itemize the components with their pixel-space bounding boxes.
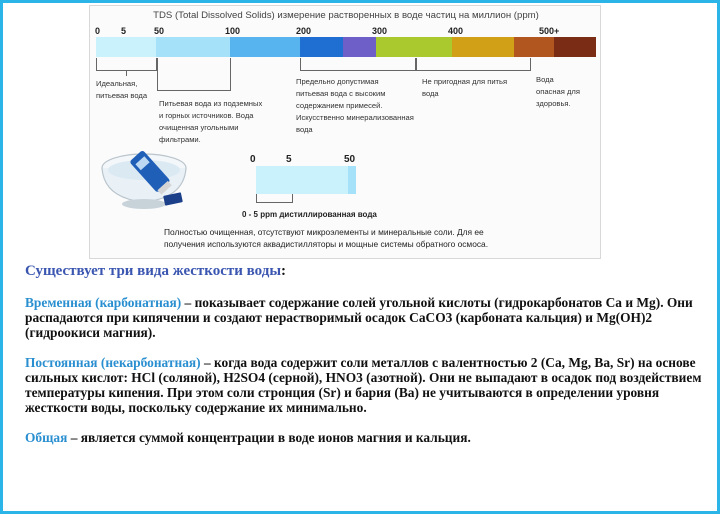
paragraph-permanent [25, 355, 705, 415]
paragraph-temporary [25, 295, 705, 340]
connector [416, 70, 531, 71]
scale-segment-200-250 [300, 37, 343, 57]
mini-tick-0: 0 [250, 154, 256, 165]
heading-colon: : [281, 263, 287, 279]
connector [292, 194, 293, 202]
scale-segment-450-500 [514, 37, 554, 57]
mini-tick-50: 50 [344, 154, 356, 165]
distilled-description: Полностью очищенная, отсутствуют микроэлементы и минеральные соли. Для ее получения используются аквадистилляторы и мощные системы обратного осмоса. [164, 227, 489, 249]
tick-300: 300 [372, 26, 388, 36]
connector [530, 58, 531, 70]
note-max-allowed-text: Предельно допустимая питьевая вода с высоким содержанием примесей. Искусственно минерализованная вода [296, 77, 414, 134]
tick-400: 400 [448, 26, 464, 36]
tick-500-plus: 500+ [539, 26, 560, 36]
tick-5: 5 [121, 26, 127, 36]
tds-meter-bowl-icon [96, 146, 196, 216]
tds-infographic [89, 5, 601, 259]
note-dangerous-text: Вода опасная для здоровья. [536, 75, 580, 108]
scale-segment-50-100 [156, 37, 230, 57]
article-heading [25, 264, 705, 279]
scale-segment-250-300 [343, 37, 376, 57]
note-ideal [96, 78, 166, 102]
article-text [25, 264, 705, 460]
paragraph-temporary-body: – показывает содержание солей угольной кислоты (гидрокарбонатов Ca и Mg). Они распадаются при кипячении и создают нерастворимый осадок CaCO3 (карбоната кальция) и Mg(OH)2 (гидроокиси магния). [25, 295, 693, 340]
mini-scale-segment-50-plus [348, 166, 356, 194]
term-permanent: Постоянная (некарбонатная) [25, 355, 201, 370]
mini-scale-segment-0-50 [256, 166, 348, 194]
term-total: Общая [25, 430, 68, 445]
note-not-drinkable [422, 76, 522, 100]
paragraph-total-body: – является суммой концентрации в воде ионов магния и кальция. [67, 430, 471, 445]
note-max-allowed [296, 76, 426, 136]
scale-segment-500-plus [554, 37, 596, 57]
term-temporary: Временная (карбонатная) [25, 295, 182, 310]
connector [96, 58, 97, 70]
heading-text: Существует три вида жесткости воды [25, 263, 282, 279]
tds-title: TDS (Total Dissolved Solids) измерение растворенных в воде частиц на миллион (ppm) [153, 10, 539, 21]
connector [256, 194, 257, 202]
tick-200: 200 [296, 26, 312, 36]
note-underground [159, 98, 289, 146]
paragraph-total [25, 430, 705, 445]
scale-segment-ideal [96, 37, 156, 57]
connector [126, 70, 127, 76]
connector [256, 202, 293, 203]
tick-50: 50 [154, 26, 165, 36]
note-dangerous [536, 74, 596, 110]
scale-segment-300-400 [376, 37, 452, 57]
paragraph-permanent-body: – когда вода содержит соли металлов с валентностью 2 (Ca, Mg, Ba, Sr) на основе сильных кислот: HCl (соляной), H2SO4 (серной), HNO3 (азотной). Они не выпадают в осадок под воздействием температуры кипения. При этом соли стронция (Sr) и бария (Ba) не учитываются в определении уровня жесткости воды, поскольку содержание их минимально. [25, 355, 702, 415]
mini-scale-caption: 0 - 5 ppm дистиллированная вода [242, 210, 377, 219]
connector [300, 70, 416, 71]
tick-0: 0 [95, 26, 101, 36]
connector [230, 58, 231, 90]
connector [157, 90, 231, 91]
connector [300, 58, 301, 70]
note-not-drinkable-text: Не пригодная для питья вода [422, 77, 508, 98]
mini-tick-5: 5 [286, 154, 292, 165]
note-underground-text: Питьевая вода из подземных и горных источников. Вода очищенная угольными фильтрами. [159, 99, 263, 144]
tick-100: 100 [225, 26, 241, 36]
note-ideal-text: Идеальная, питьевая вода [96, 79, 148, 100]
connector [416, 58, 417, 70]
scale-segment-100-200 [230, 37, 300, 57]
scale-segment-400-450 [452, 37, 514, 57]
